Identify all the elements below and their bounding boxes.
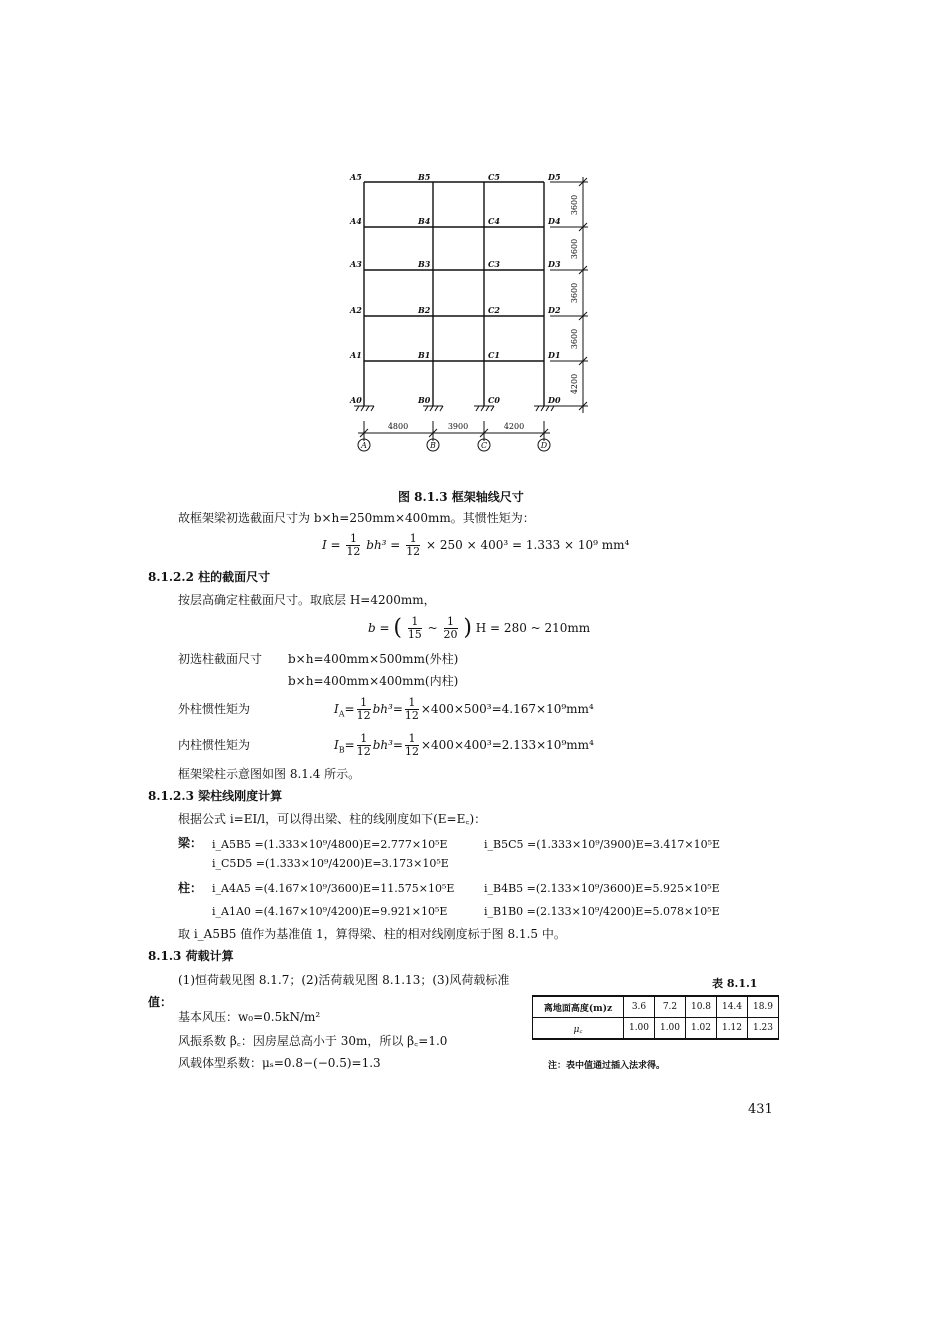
table-cell: 1.00 <box>655 1018 686 1040</box>
column-width-formula: b = ( $\frac{1}{15}$ ~ $\frac{1}{20}$ ) H = 280 ~ 210mm <box>368 615 591 641</box>
page-number: 431 <box>748 1102 773 1117</box>
node-label: C0 <box>488 395 500 405</box>
section-8122: 8.1.2.2 柱的截面尺寸 <box>148 570 271 584</box>
table-cell: 7.2 <box>655 996 686 1018</box>
column-label: 柱： <box>178 881 203 895</box>
bay-width-2: 3900 <box>447 422 469 431</box>
node-label: A3 <box>350 259 362 269</box>
table-cell: 3.6 <box>624 996 655 1018</box>
axis-label-a: A <box>361 441 367 450</box>
node-label: A5 <box>350 172 362 182</box>
int-inertia-formula: $I_B=$ $\frac{1}{12}$ bh³= $\frac{1}{12}$ ×400×400³=2.133×10⁹mm⁴ <box>334 732 594 758</box>
table-cell: 1.23 <box>748 1018 779 1040</box>
column-stiffness-2: i_B4B5 =(2.133×10⁹/3600)E=5.925×10⁵E <box>484 882 720 895</box>
beam-stiffness-2: i_B5C5 =(1.333×10⁹/3900)E=3.417×10⁵E <box>484 838 721 851</box>
beam-inertia-formula <box>322 530 629 560</box>
table-row <box>533 1018 779 1040</box>
node-label: A1 <box>350 350 362 360</box>
node-label: B3 <box>418 259 431 269</box>
node-label: C3 <box>488 259 500 269</box>
formula-part: × 250 × 400³ = 1.333 × 10⁹ mm⁴ <box>426 538 630 552</box>
axis-label-c: C <box>480 441 488 450</box>
table-row <box>533 996 779 1018</box>
column-inner-size: b×h=400mm×400mm(内柱) <box>288 674 459 688</box>
formula-part: b = <box>368 621 390 635</box>
fraction: $\frac{1}{12}$ <box>404 696 419 722</box>
table-caption: 表 8.1.1 <box>712 977 758 990</box>
node-label: D5 <box>548 172 561 182</box>
base-value-note: 取 i_A5B5 值作为基准值 1，算得梁、柱的相对线刚度标于图 8.1.5 中。 <box>178 927 566 941</box>
node-label: D0 <box>548 395 561 405</box>
storey-height-3: 3600 <box>570 282 579 304</box>
column-stiffness-1: i_A4A5 =(4.167×10⁹/3600)E=11.575×10⁵E <box>212 882 455 895</box>
column-stiffness-4: i_B1B0 =(2.133×10⁹/4200)E=5.078×10⁵E <box>484 905 720 918</box>
stiffness-intro: 根据公式 i=EI/l，可以得出梁、柱的线刚度如下(E=E꜀)： <box>178 812 487 826</box>
column-stiffness-3: i_A1A0 =(4.167×10⁹/4200)E=9.921×10⁵E <box>212 905 448 918</box>
axis-label-b: B <box>430 441 436 450</box>
fraction: $\frac{1}{12}$ <box>346 532 361 558</box>
section-813: 8.1.3 荷载计算 <box>148 949 234 963</box>
storey-height-1: 4200 <box>570 373 579 395</box>
load-line-2: 值： <box>148 995 173 1009</box>
formula-part: I = <box>322 538 341 552</box>
axis-label-d: D <box>540 441 548 450</box>
column-intro: 按层高确定柱截面尺寸。取底层 H=4200mm， <box>178 593 436 607</box>
node-label: C1 <box>488 350 500 360</box>
table-cell: 1.02 <box>686 1018 717 1040</box>
formula-part: bh³ = <box>366 538 401 552</box>
table-cell: 1.00 <box>624 1018 655 1040</box>
node-label: C4 <box>488 216 500 226</box>
fraction: $\frac{1}{12}$ <box>356 732 371 758</box>
table-cell: 14.4 <box>717 996 748 1018</box>
node-label: B1 <box>418 350 431 360</box>
table-cell: 1.12 <box>717 1018 748 1040</box>
node-label: B0 <box>418 395 431 405</box>
ext-inertia-label: 外柱惯性矩为 <box>178 702 251 716</box>
fraction: $\frac{1}{20}$ <box>443 615 458 641</box>
figure-reference: 框架梁柱示意图如图 8.1.4 所示。 <box>178 767 361 781</box>
node-label: C2 <box>488 305 500 315</box>
beam-stiffness-1: i_A5B5 =(1.333×10⁹/4800)E=2.777×10⁵E <box>212 838 448 851</box>
table-header-cell: 离地面高度(m)z <box>533 996 624 1018</box>
table-cell: 18.9 <box>748 996 779 1018</box>
load-line-1: (1)恒荷载见图 8.1.7；(2)活荷载见图 8.1.13；(3)风荷载标准 <box>178 973 510 987</box>
storey-height-4: 3600 <box>570 238 579 260</box>
wind-beta: 风振系数 β꜀：因房屋总高小于 30m，所以 β꜀=1.0 <box>178 1034 448 1048</box>
bay-width-1: 4800 <box>387 422 409 431</box>
node-label: C5 <box>488 172 500 182</box>
table-cell: 10.8 <box>686 996 717 1018</box>
column-outer-size: b×h=400mm×500mm(外柱) <box>288 652 459 666</box>
node-label: B2 <box>418 305 431 315</box>
storey-height-2: 3600 <box>570 328 579 350</box>
node-label: A4 <box>350 216 362 226</box>
node-label: A0 <box>350 395 362 405</box>
int-inertia-label: 内柱惯性矩为 <box>178 738 251 752</box>
table-header-cell: μ꜀ <box>533 1018 624 1040</box>
node-label: B5 <box>418 172 431 182</box>
node-label: D3 <box>548 259 561 269</box>
bay-width-3: 4200 <box>503 422 525 431</box>
node-label: D4 <box>548 216 561 226</box>
node-label: A2 <box>350 305 362 315</box>
beam-label: 梁： <box>178 836 203 850</box>
fraction: $\frac{1}{12}$ <box>406 532 421 558</box>
fraction: $\frac{1}{12}$ <box>404 732 419 758</box>
column-init-label: 初选柱截面尺寸 <box>178 652 263 666</box>
formula-part: ~ <box>427 621 438 635</box>
wind-mu: 风载体型系数：μₛ=0.8−(−0.5)=1.3 <box>178 1056 381 1070</box>
node-label: D2 <box>548 305 561 315</box>
fraction: $\frac{1}{12}$ <box>356 696 371 722</box>
node-label: D1 <box>548 350 561 360</box>
fraction: $\frac{1}{15}$ <box>407 615 422 641</box>
section-8123: 8.1.2.3 梁柱线刚度计算 <box>148 789 283 803</box>
beam-intro: 故框架梁初选截面尺寸为 b×h=250mm×400mm。其惯性矩为： <box>178 511 535 525</box>
table-note: 注：表中值通过插入法求得。 <box>548 1061 666 1071</box>
storey-height-5: 3600 <box>570 194 579 216</box>
node-label: B4 <box>418 216 431 226</box>
wind-pressure: 基本风压：w₀=0.5kN/m² <box>178 1010 321 1024</box>
ext-inertia-formula: $I_A=$ $\frac{1}{12}$ bh³= $\frac{1}{12}$ ×400×500³=4.167×10⁹mm⁴ <box>334 696 594 722</box>
figure-caption: 图 8.1.3 框架轴线尺寸 <box>398 490 524 504</box>
beam-stiffness-3: i_C5D5 =(1.333×10⁹/4200)E=3.173×10⁵E <box>212 857 449 870</box>
frame-axis-figure <box>330 165 610 455</box>
wind-coefficient-table <box>532 995 779 1040</box>
formula-part: H = 280 ~ 210mm <box>475 621 591 635</box>
